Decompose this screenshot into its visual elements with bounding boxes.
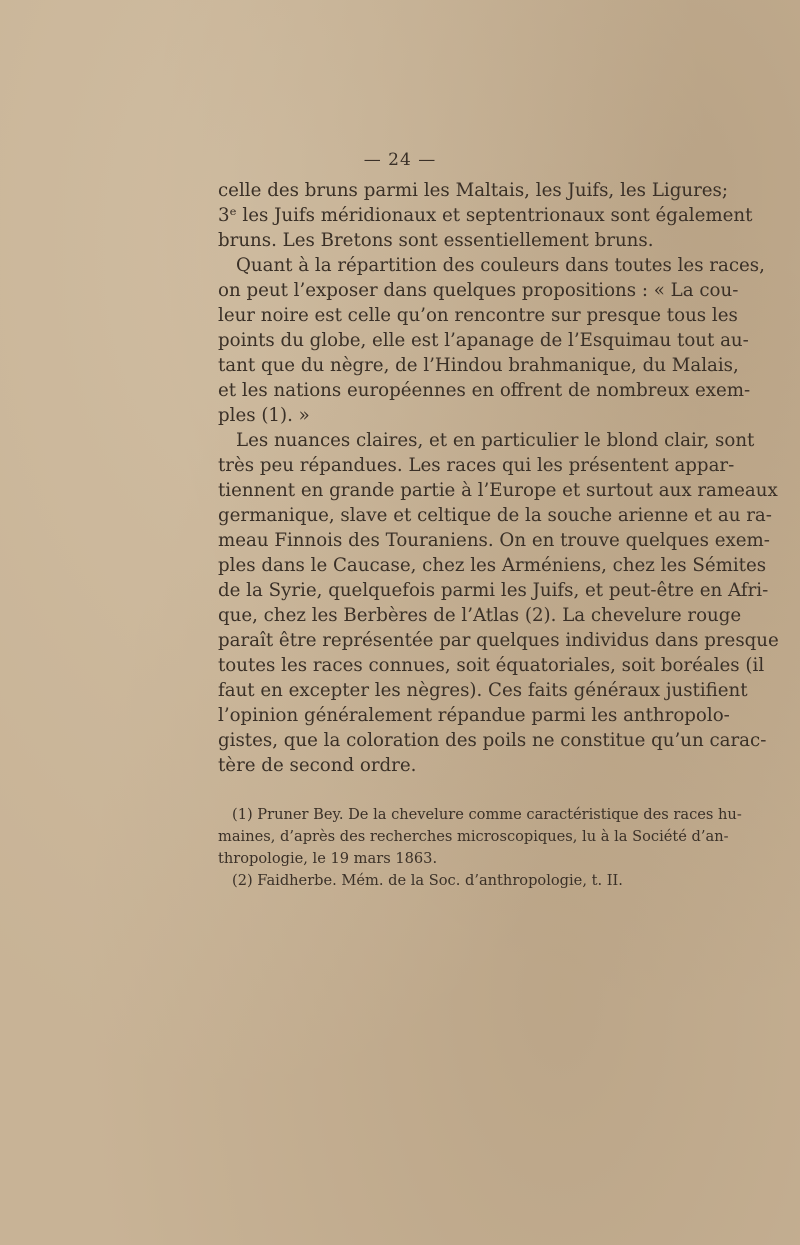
text-line: de la Syrie, quelquefois parmi les Juifs, et peut-être en Afri- (218, 580, 769, 601)
text-line: et les nations européennes en offrent de nombreux exem- (218, 380, 751, 401)
text-line: ples dans le Caucase, chez les Arméniens, chez les Sémites (218, 555, 767, 576)
text-line: tiennent en grande partie à l’Europe et surtout aux rameaux (218, 480, 778, 501)
text-line: leur noire est celle qu’on rencontre sur presque tous les (218, 305, 738, 326)
text-line: celle des bruns parmi les Maltais, les Juifs, les Ligures; (218, 180, 728, 201)
footnote-line: maines, d’après des recherches microscopiques, lu à la Société d’an- (218, 828, 729, 845)
text-line: tant que du nègre, de l’Hindou brahmanique, du Malais, (218, 355, 739, 376)
text-line: germanique, slave et celtique de la souche arienne et au ra- (218, 505, 772, 526)
text-line: que, chez les Berbères de l’Atlas (2). La chevelure rouge (218, 605, 742, 626)
footnote-line: thropologie, le 19 mars 1863. (218, 850, 438, 867)
text-line: meau Finnois des Touraniens. On en trouve quelques exem- (218, 530, 770, 551)
text-line: bruns. Les Bretons sont essentiellement bruns. (218, 230, 654, 251)
text-line: faut en excepter les nègres). Ces faits généraux justifient (218, 680, 748, 701)
footnotes (218, 804, 742, 892)
text-line: très peu répandues. Les races qui les présentent appar- (218, 455, 735, 476)
text-line: ples (1). » (218, 405, 310, 426)
text-line: gistes, que la coloration des poils ne constitue qu’un carac- (218, 730, 767, 751)
text-line: on peut l’exposer dans quelques propositions : « La cou- (218, 280, 739, 301)
footnote-line: (2) Faidherbe. Mém. de la Soc. d’anthropologie, t. II. (232, 872, 623, 889)
footnote-line: (1) Pruner Bey. De la chevelure comme caractéristique des races hu- (232, 806, 742, 823)
page-number: — 24 — (363, 150, 437, 170)
text-line: 3ᵉ les Juifs méridionaux et septentrionaux sont également (218, 205, 753, 226)
text-line: l’opinion généralement répandue parmi les anthropolo- (218, 705, 730, 726)
text-line: paraît être représentée par quelques individus dans presque (218, 630, 779, 651)
text-line: tère de second ordre. (218, 755, 417, 776)
text-line: Quant à la répartition des couleurs dans toutes les races, (236, 255, 765, 276)
text-line: toutes les races connues, soit équatoriales, soit boréales (il (218, 655, 765, 676)
text-line: Les nuances claires, et en particulier le blond clair, sont (236, 430, 755, 451)
text-line: points du globe, elle est l’apanage de l’Esquimau tout au- (218, 330, 749, 351)
main-text (218, 178, 779, 778)
